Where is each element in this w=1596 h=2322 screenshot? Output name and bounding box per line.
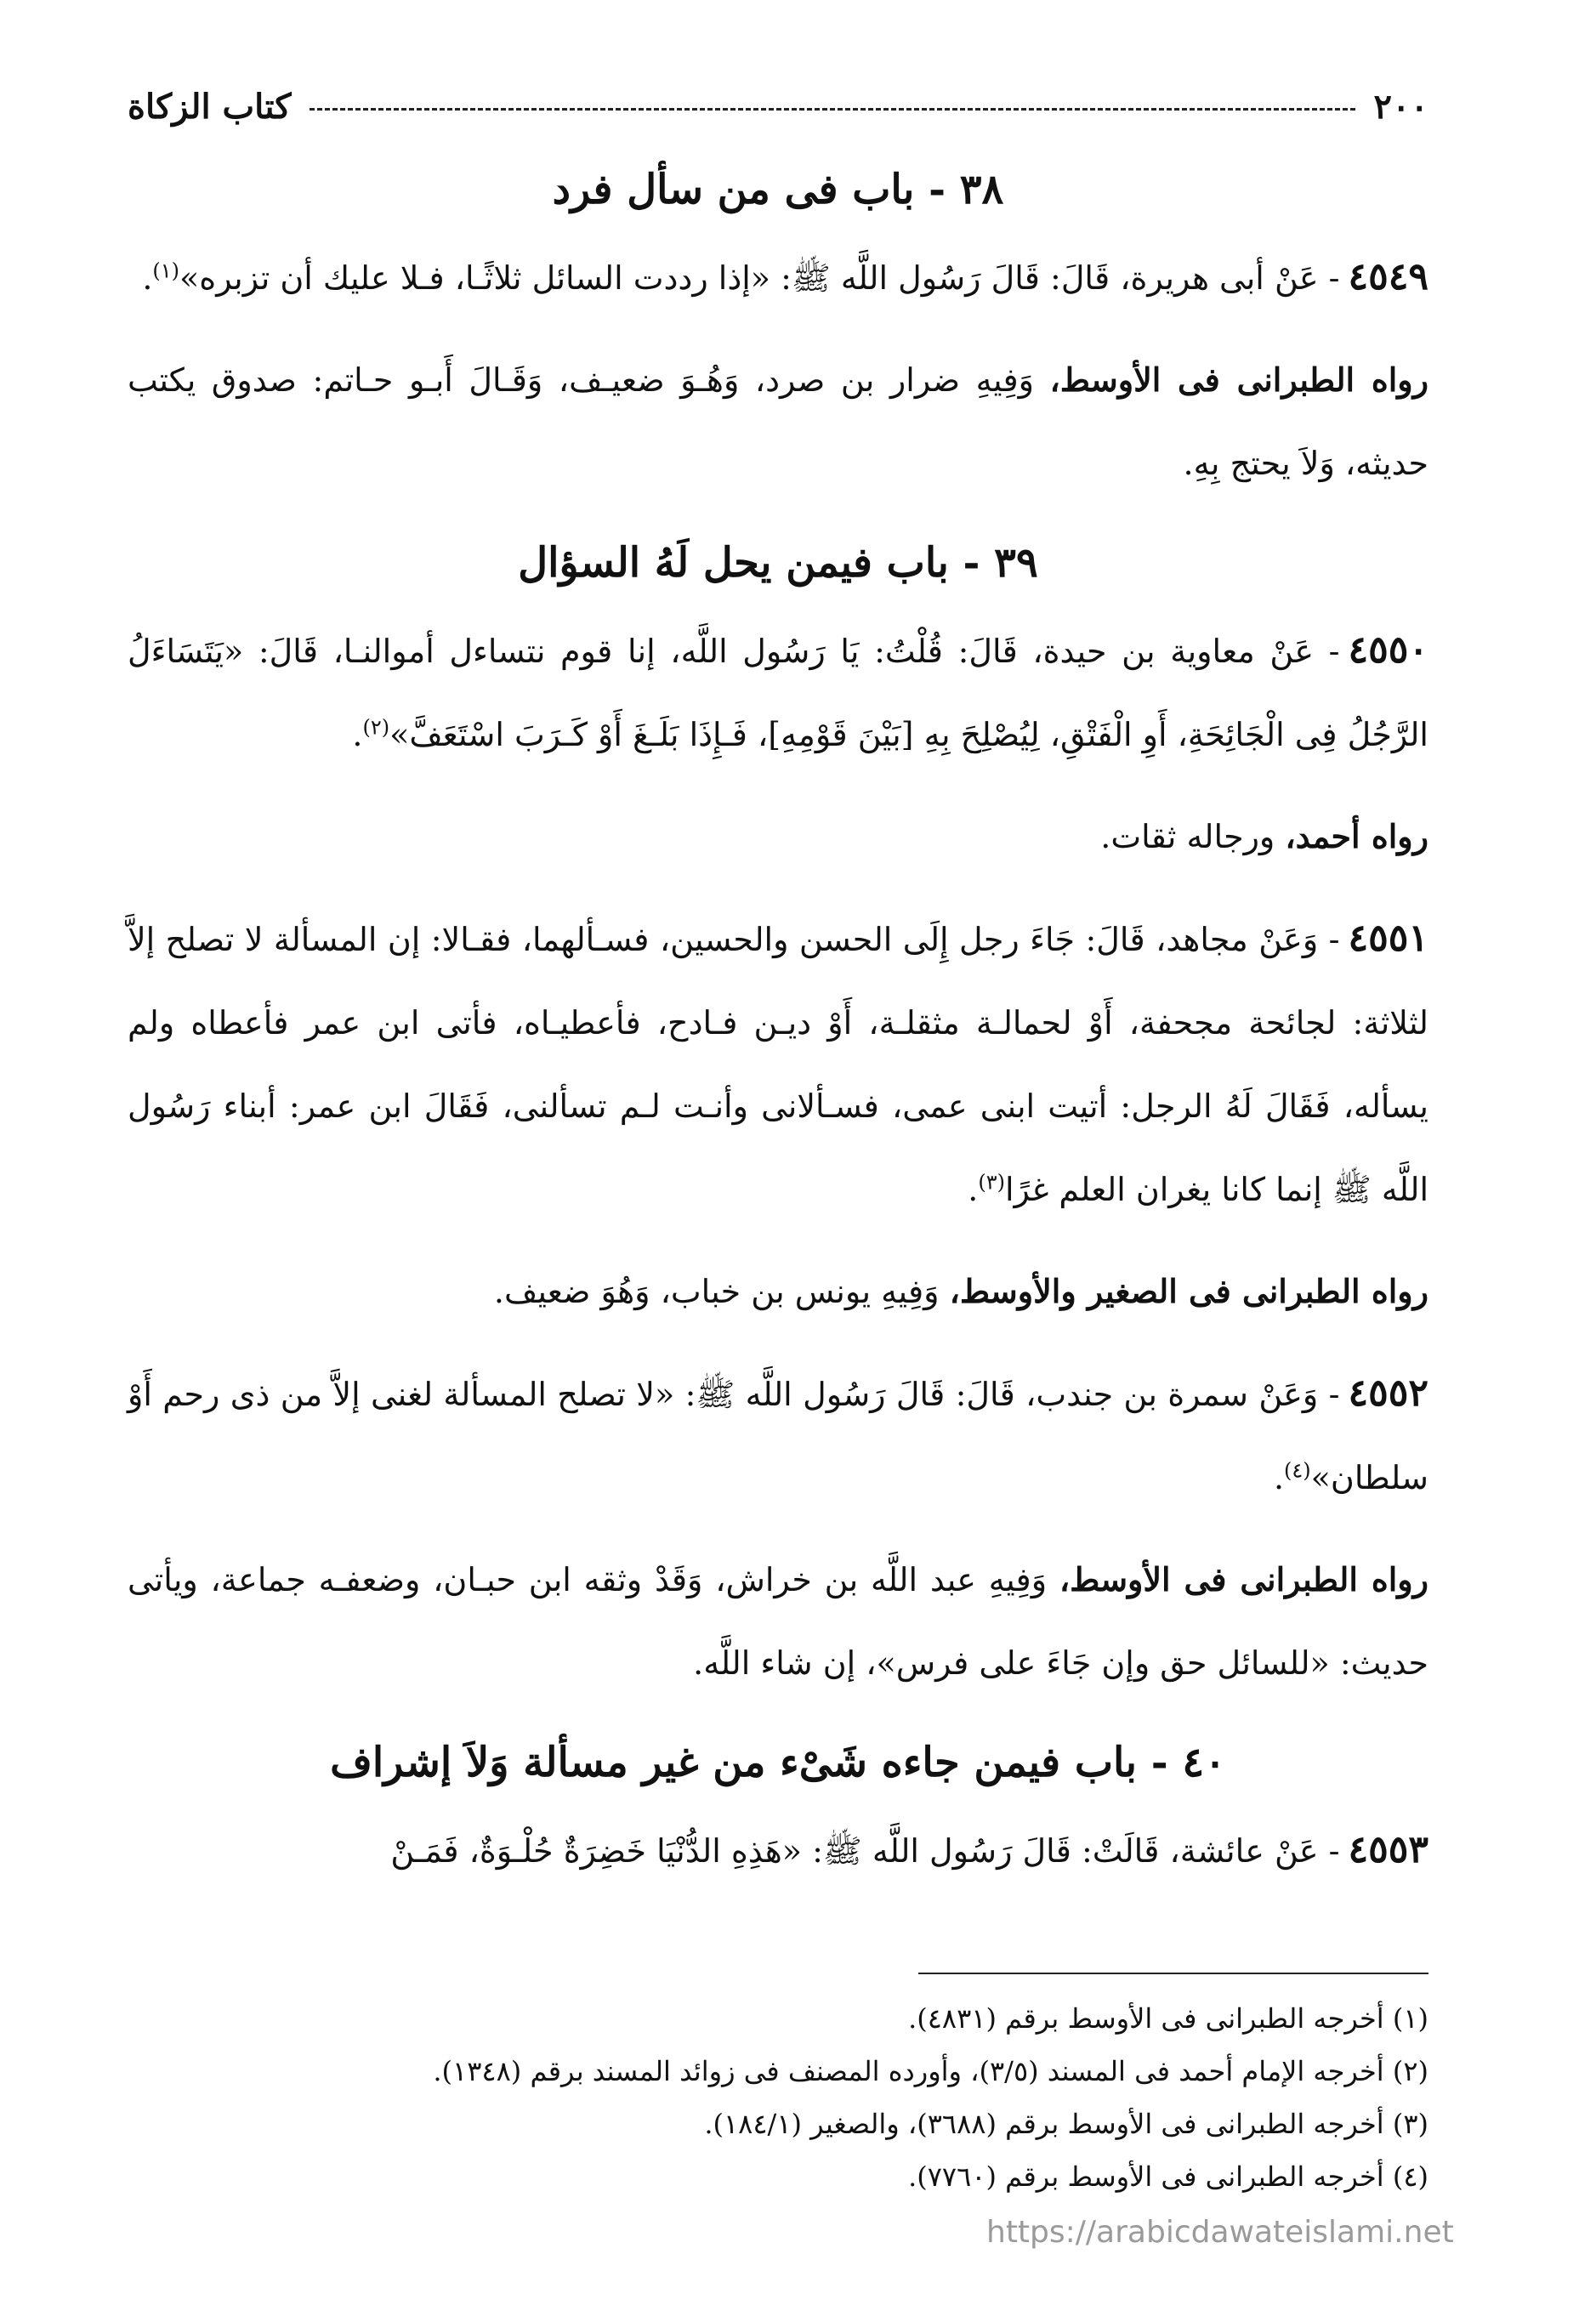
footnote-marker: (٣) <box>978 1170 1005 1195</box>
hadith-number: ٤٥٤٩ <box>1348 255 1428 298</box>
chapter-heading: ٣٩ - باب فيمن يحل لَهُ السؤال <box>518 539 1038 587</box>
footnote: (٤) أخرجه الطبرانى فى الأوسط برقم (٧٧٦٠). <box>908 2160 1428 2193</box>
chapter-heading: ٣٨ - باب فى من سأل فرد <box>552 166 1004 213</box>
hadith-number: ٤٥٥٠ <box>1348 628 1428 672</box>
source-paragraph <box>128 795 1428 878</box>
source-attribution: رواه الطبرانى فى الأوسط، <box>1049 361 1428 399</box>
paragraph-text: - وَعَنْ مجاهد، قَالَ: جَاءَ رجل إِلَى الحسن والحسين، فسـألهما، فقـالا: إن المسألة لا تصلح إلاَّ لثلاثة: لجائحة مجحفة، أَوْ لحمالـة مثقلـة، أَوْ ديـن فـادح، فأعطيـاه، فأتى ابن عمر فأعطاه ولم يسأله، فَقَالَ لَهُ الرجل: أتيت ابنى عمى، فسـألانى وأنـت لـم تسألنى، فَقَالَ ابن عمر: أبناء رَسُول اللَّه ﷺ إنما كانا يغران العلم غرًا <box>128 921 1428 1208</box>
source-paragraph <box>128 1250 1428 1333</box>
footnote: (١) أخرجه الطبرانى فى الأوسط برقم (٤٨٣١). <box>908 2002 1428 2035</box>
running-head <box>128 81 1428 132</box>
hadith-paragraph <box>128 609 1428 776</box>
page-content <box>128 164 1428 1893</box>
paragraph-end-mark: . <box>968 1171 979 1208</box>
paragraph-text: - وَعَنْ سمرة بن جندب، قَالَ: قَالَ رَسُول اللَّه ﷺ: «لا تصلح المسألة لغنى إلاَّ من ذى رحم أَوْ سلطان» <box>128 1376 1428 1496</box>
chapter-heading: ٤٠ - باب فيمن جاءه شَىْء من غير مسألة وَلاَ إشراف <box>330 1739 1226 1786</box>
paragraph-text: وَفِيهِ يونس بن خباب، وَهُوَ ضعيف. <box>493 1273 940 1310</box>
footnote-marker: (٤) <box>1284 1458 1311 1483</box>
paragraph-text: وَفِيهِ ضرار بن صرد، وَهُـوَ ضعيـف، وَقَـالَ أَبـو حـاتم: صدوق يكتب حديثه، وَلاَ يحتج بِهِ. <box>128 361 1428 482</box>
source-attribution: رواه الطبرانى فى الأوسط، <box>1059 1560 1428 1598</box>
source-attribution: رواه الطبرانى فى الصغير والأوسط، <box>949 1272 1428 1310</box>
source-paragraph <box>128 1538 1428 1705</box>
paragraph-text: - عَنْ عائشة، قَالَتْ: قَالَ رَسُول اللَّه ﷺ: «هَذِهِ الدُّنْيَا خَضِرَةٌ حُلْـوَةٌ، فَمَـنْ <box>390 1832 1340 1870</box>
footnote-marker: (٢) <box>362 715 390 740</box>
paragraph-end-mark: . <box>352 716 363 753</box>
source-attribution: رواه أحمد، <box>1285 817 1428 855</box>
header-dashed-rule <box>310 108 1355 111</box>
hadith-paragraph <box>128 236 1428 320</box>
hadith-paragraph <box>128 1352 1428 1519</box>
source-paragraph <box>128 338 1428 505</box>
watermark-url: https://arabicdawateislami.net <box>986 2215 1454 2250</box>
hadith-number: ٤٥٥٢ <box>1348 1371 1428 1415</box>
footnote-separator <box>918 1973 1428 1974</box>
footnote: (٢) أخرجه الإمام أحمد فى المسند (٣/٥)، وأورده المصنف فى زوائد المسند برقم (١٣٤٨). <box>433 2055 1428 2087</box>
footnotes <box>128 1992 1428 2203</box>
paragraph-end-mark: . <box>142 259 153 297</box>
page-number: ٢٠٠ <box>1373 86 1428 127</box>
hadith-number: ٤٥٥١ <box>1348 917 1428 960</box>
footnote-marker: (١) <box>152 258 180 283</box>
paragraph-text: - عَنْ معاوية بن حيدة، قَالَ: قُلْتُ: يَا رَسُول اللَّه، إنا قوم نتساءل أموالنـا، قَالَ: «يَتَسَاءَلُ الرَّجُلُ فِى الْجَائِحَةِ، أَوِ الْفَتْقِ، لِيُصْلِحَ بِهِ [بَيْنَ قَوْمِهِ]، فَـإِذَا بَلَـغَ أَوْ كَـرَبَ اسْتَعَفَّ» <box>128 633 1428 753</box>
hadith-paragraph <box>128 897 1428 1231</box>
paragraph-text: وَفِيهِ عبد اللَّه بن خراش، وَقَدْ وثقه ابن حبـان، وضعفـه جماعة، ويأتى حديث: «للسائل حق وإن جَاءَ على فرس»، إن شاء اللَّه. <box>128 1561 1428 1682</box>
hadith-number: ٤٥٥٣ <box>1348 1828 1428 1871</box>
footnote: (٣) أخرجه الطبرانى فى الأوسط برقم (٣٦٨٨)، والصغير (١٨٤/١). <box>704 2108 1428 2140</box>
book-title: كتاب الزكاة <box>128 86 292 127</box>
paragraph-text: ورجاله ثقات. <box>1100 818 1275 855</box>
paragraph-text: - عَنْ أبى هريرة، قَالَ: قَالَ رَسُول اللَّه ﷺ: «إذا رددت السائل ثلاثًـا، فـلا عليك أن تزبره» <box>179 259 1340 297</box>
hadith-paragraph <box>128 1808 1428 1893</box>
book-page <box>128 81 1428 2274</box>
paragraph-end-mark: . <box>1273 1459 1285 1496</box>
